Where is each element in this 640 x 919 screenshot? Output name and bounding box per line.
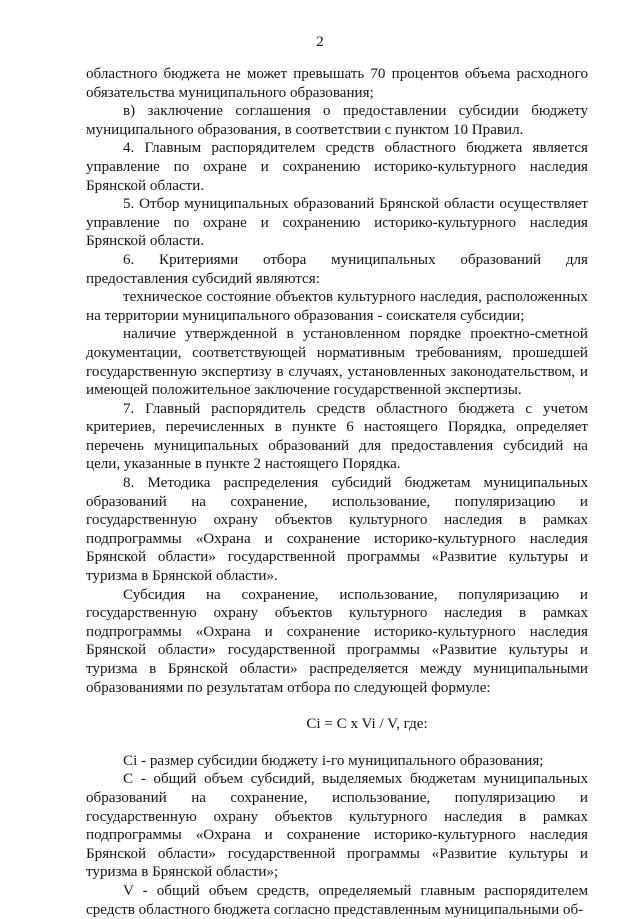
definition-v: V - общий объем средств, определяемый главным распорядителем средств областного бюджета согласно представленным муниципальными об-: [86, 882, 588, 918]
criterion-documentation: наличие утвержденной в установленном порядке проектно-сметной документации, соответствующей нормативным требованиям, прошедшей государственную экспертизу в случаях, установленных законодательством, и имеющей положительное заключение государственной экспертизы.: [86, 326, 588, 399]
paragraph-6: 6. Критериями отбора муниципальных образований для предоставления субсидий являются:: [86, 251, 588, 287]
paragraph-5: 5. Отбор муниципальных образований Брянской области осуществляет управление по охране и сохранению историко-культурного наследия Брянской области.: [86, 196, 588, 250]
paragraph-subsidy: Субсидия на сохранение, использование, популяризацию и государственную охрану объектов культурного наследия в рамках подпрограммы «Охрана и сохранение историко-культурного наследия Брянской области» государственной программы «Развитие культуры и туризма в Брянской области» распределяется между муниципальными образованиями по результатам отбора по следующей формуле:: [86, 586, 588, 696]
formula: Ci = C x Vi / V, где:: [306, 716, 428, 733]
page-number: 2: [316, 34, 324, 50]
paragraph-4: 4. Главным распорядителем средств областного бюджета является управление по охране и сохранению историко-культурного наследия Брянской области.: [86, 140, 588, 194]
document-body: [86, 65, 588, 919]
paragraph-7: 7. Главный распорядитель средств областного бюджета с учетом критериев, перечисленных в пункте 6 настоящего Порядка, определяет перечень муниципальных образований для предоставления субсидий на цели, указанные в пункте 2 настоящего Порядка.: [86, 400, 588, 473]
paragraph-item-v: в) заключение соглашения о предоставлении субсидии бюджету муниципального образования, в соответствии с пунктом 10 Правил.: [86, 103, 588, 138]
paragraph-continuation: областного бюджета не может превышать 70 процентов объема расходного обязательства муниципального образования;: [86, 66, 588, 101]
paragraph-8: 8. Методика распределения субсидий бюджетам муниципальных образований на сохранение, использование, популяризацию и государственную охрану объектов культурного наследия в рамках подпрограммы «Охрана и сохранение историко-культурного наследия Брянской области» государственной программы «Развитие культуры и туризма в Брянской области».: [86, 475, 588, 585]
definition-c: C - общий объем субсидий, выделяемых бюджетам муниципальных образований на сохранение, использование, популяризацию и государственную охрану объектов культурного наследия в рамках подпрограммы «Охрана и сохранение историко-культурного наследия Брянской области» государственной программы «Развитие культуры и туризма в Брянской области»;: [86, 771, 588, 881]
criterion-technical-state: техническое состояние объектов культурного наследия, расположенных на территории муниципального образования - соискателя субсидии;: [86, 289, 588, 324]
definition-ci: Ci - размер субсидии бюджету i-го муниципального образования;: [123, 752, 544, 769]
